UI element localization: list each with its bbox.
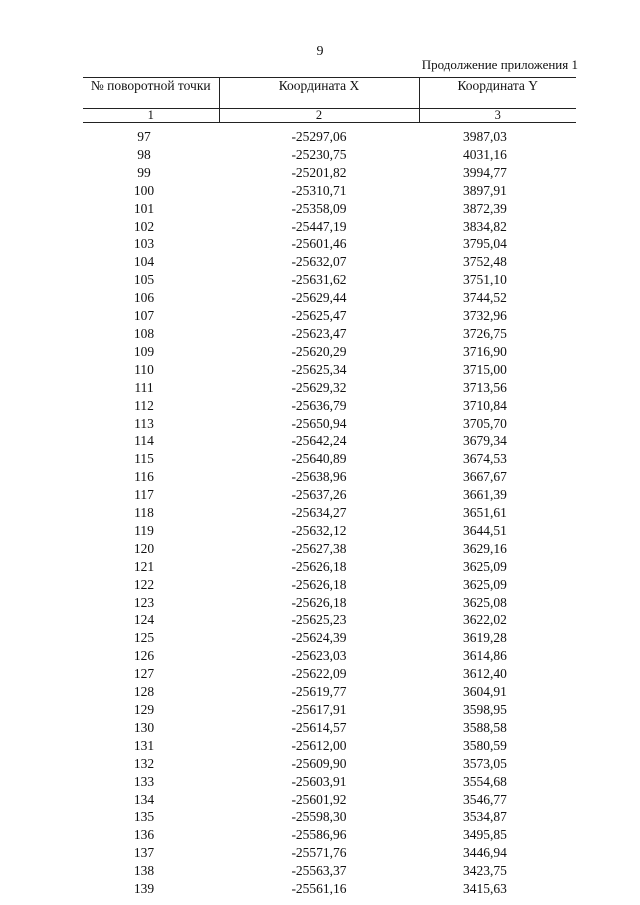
coordinate-x-cell: -25640,89 [291,451,347,467]
coordinate-y-cell: 3588,58 [463,719,507,735]
coordinate-y-cell: 3598,95 [463,702,507,717]
point-number-cell: 115 [134,451,154,467]
coordinate-x-cell: -25624,39 [291,630,347,646]
coordinate-x-cell: -25626,18 [291,576,347,592]
coordinate-y-cell: 3644,51 [463,522,507,538]
table-row [83,791,576,809]
table-row [83,647,576,665]
coordinate-x-cell: -25201,82 [291,164,347,180]
table-column-numbers-row [83,109,576,123]
table-row [83,235,576,253]
table-row [83,611,576,629]
point-number-cell: 112 [134,397,154,413]
point-number-cell: 100 [133,182,155,198]
coordinate-x-cell: -25625,23 [291,612,347,628]
coordinate-x-cell: -25603,91 [291,773,347,789]
point-number-cell: 123 [133,594,155,610]
table-row [83,397,576,415]
point-number-cell: 118 [134,505,154,521]
coordinate-x-cell: -25632,12 [291,522,347,538]
coordinate-x-cell: -25622,09 [291,666,347,682]
coordinate-x-cell: -25619,77 [291,684,347,700]
table-row [83,683,576,701]
coordinate-x-cell: -25642,24 [291,433,347,449]
coordinate-y-cell: 3834,82 [463,218,507,234]
table-row [83,164,576,182]
coordinate-x-cell: -25612,00 [291,737,347,753]
point-number-cell: 133 [133,773,155,789]
coordinate-x-cell: -25631,62 [291,272,347,288]
coordinate-y-cell: 3625,09 [463,558,507,574]
table-row [83,450,576,468]
table-row [83,540,576,558]
coordinate-x-cell: -25563,37 [291,863,347,879]
coordinate-y-cell: 3994,77 [463,164,507,180]
coordinate-y-cell: 3625,09 [463,576,507,592]
coordinate-y-cell: 3573,05 [463,755,507,771]
table-row [83,558,576,576]
point-number-cell: 119 [134,522,154,538]
coordinate-y-cell: 3619,28 [463,630,507,646]
header-point-number: № поворотной точки [83,78,219,109]
table-row [83,325,576,343]
table-row [83,826,576,844]
coordinate-y-cell: 3622,02 [463,612,507,628]
point-number-cell: 127 [133,666,155,682]
coordinate-y-cell: 3872,39 [463,200,507,216]
header-coordinate-x: Координата X [219,78,419,109]
coordinate-y-cell: 3415,63 [463,881,507,897]
table-row [83,182,576,200]
table-row [83,880,576,898]
coordinate-y-cell: 3554,68 [463,773,507,789]
coordinate-x-cell: -25586,96 [291,827,347,843]
appendix-continuation-note: Продолжение приложения 1 [421,57,578,72]
point-number-cell: 104 [133,254,155,270]
coordinate-y-cell: 3732,96 [463,308,507,324]
coordinate-x-cell: -25638,96 [291,469,347,485]
coordinate-y-cell: 3897,91 [463,182,507,198]
coordinate-x-cell: -25625,47 [291,308,347,324]
table-row [83,200,576,218]
point-number-cell: 110 [134,361,154,377]
table-row [83,415,576,433]
point-number-cell: 109 [133,343,155,359]
point-number-cell: 139 [133,881,155,897]
point-number-cell: 121 [133,558,155,574]
column-number-3: 3 [419,109,576,123]
table-row [83,665,576,683]
point-number-cell: 107 [133,308,155,324]
coordinate-x-cell: -25623,47 [291,325,347,341]
page-number: 9 [316,44,324,59]
table-row [83,755,576,773]
coordinate-y-cell: 3752,48 [463,254,507,270]
coordinate-x-cell: -25620,29 [291,343,347,359]
coordinate-x-cell: -25561,16 [291,881,347,897]
point-number-cell: 116 [134,469,154,485]
coordinate-y-cell: 3625,08 [463,594,507,610]
table-row [83,737,576,755]
point-number-cell: 114 [134,433,154,449]
table-row [83,307,576,325]
table-row [83,468,576,486]
coordinate-y-cell: 3679,34 [463,433,507,449]
coordinate-y-cell: 3713,56 [463,379,507,395]
point-number-cell: 130 [133,719,155,735]
header-coordinate-y: Координата Y [419,78,576,109]
table-row [83,773,576,791]
table-row [83,719,576,737]
coordinate-y-cell: 3612,40 [463,666,507,682]
coordinate-y-cell: 3710,84 [463,397,507,413]
coordinate-y-cell: 3423,75 [463,863,507,879]
coordinate-x-cell: -25310,71 [291,182,347,198]
coordinate-y-cell: 3446,94 [463,845,507,861]
coordinate-x-cell: -25625,34 [291,361,347,377]
coordinate-y-cell: 3546,77 [463,791,507,807]
table-row [83,379,576,397]
point-number-cell: 129 [133,702,155,717]
table-row [83,146,576,164]
point-number-cell: 98 [137,146,151,162]
column-number-2: 2 [219,109,419,123]
point-number-cell: 135 [133,809,155,825]
coordinate-y-cell: 3795,04 [463,236,507,252]
point-number-cell: 138 [133,863,155,879]
coordinate-x-cell: -25623,03 [291,648,347,664]
coordinate-x-cell: -25230,75 [291,146,347,162]
coordinate-x-cell: -25617,91 [291,702,347,717]
coordinate-x-cell: -25634,27 [291,505,347,521]
coordinate-y-cell: 3604,91 [463,684,507,700]
point-number-cell: 124 [133,612,155,628]
table-row [83,486,576,504]
point-number-cell: 134 [133,791,155,807]
point-number-cell: 97 [137,129,151,144]
coordinate-x-cell: -25627,38 [291,540,347,556]
coordinate-x-cell: -25601,92 [291,791,347,807]
point-number-cell: 117 [134,487,154,503]
coordinate-x-cell: -25650,94 [291,415,347,431]
table-row [83,701,576,719]
coordinate-y-cell: 3580,59 [463,737,507,753]
coordinate-y-cell: 3667,67 [463,469,507,485]
table-header-row [83,78,576,109]
coordinate-x-cell: -25601,46 [291,236,347,252]
coordinate-x-cell: -25636,79 [291,397,347,413]
table-row [83,343,576,361]
point-number-cell: 122 [133,576,155,592]
point-number-cell: 108 [133,325,155,341]
point-number-cell: 128 [133,684,155,700]
point-number-cell: 111 [134,379,154,395]
coordinate-x-cell: -25571,76 [291,845,347,861]
coordinate-y-cell: 3987,03 [463,129,507,144]
coordinate-x-cell: -25632,07 [291,254,347,270]
coordinate-x-cell: -25598,30 [291,809,347,825]
point-number-cell: 103 [133,236,155,252]
coordinate-y-cell: 3715,00 [463,361,507,377]
coordinate-x-cell: -25609,90 [291,755,347,771]
coordinate-y-cell: 3495,85 [463,827,507,843]
point-number-cell: 132 [133,755,155,771]
coordinate-y-cell: 3726,75 [463,325,507,341]
point-number-cell: 136 [133,827,155,843]
coordinate-y-cell: 3614,86 [463,648,507,664]
point-number-cell: 125 [133,630,155,646]
coordinate-y-cell: 4031,16 [463,146,507,162]
point-number-cell: 101 [133,200,155,216]
table-row [83,253,576,271]
table-row [83,522,576,540]
point-number-cell: 106 [133,290,155,306]
table-row [83,629,576,647]
point-number-cell: 99 [137,164,151,180]
coordinate-y-cell: 3751,10 [463,272,507,288]
coordinate-y-cell: 3674,53 [463,451,507,467]
table-body [83,123,576,898]
coordinate-x-cell: -25629,44 [291,290,347,306]
coordinates-table [83,77,576,898]
coordinate-x-cell: -25614,57 [291,719,347,735]
coordinate-x-cell: -25358,09 [291,200,347,216]
column-number-1: 1 [83,109,219,123]
table-row [83,361,576,379]
coordinate-x-cell: -25637,26 [291,487,347,503]
table-row [83,271,576,289]
coordinate-x-cell: -25297,06 [291,129,347,144]
coordinate-x-cell: -25626,18 [291,594,347,610]
point-number-cell: 137 [133,845,155,861]
table-row [83,218,576,236]
coordinate-y-cell: 3629,16 [463,540,507,556]
table-row [83,576,576,594]
table-row [83,594,576,612]
coordinate-y-cell: 3661,39 [463,487,507,503]
point-number-cell: 120 [133,540,155,556]
coordinate-x-cell: -25626,18 [291,558,347,574]
point-number-cell: 105 [133,272,155,288]
table-row [83,504,576,522]
point-number-cell: 113 [134,415,154,431]
coordinate-x-cell: -25447,19 [291,218,347,234]
coordinate-y-cell: 3705,70 [463,415,507,431]
point-number-cell: 102 [133,218,155,234]
coordinate-y-cell: 3744,52 [463,290,507,306]
table-row [83,289,576,307]
coordinate-y-cell: 3651,61 [463,505,507,521]
point-number-cell: 131 [133,737,155,753]
table-row [83,862,576,880]
table-row [83,808,576,826]
table-row [83,123,576,146]
table-row [83,432,576,450]
table-row [83,844,576,862]
coordinate-y-cell: 3716,90 [463,343,507,359]
coordinate-x-cell: -25629,32 [291,379,347,395]
point-number-cell: 126 [133,648,155,664]
coordinate-y-cell: 3534,87 [463,809,507,825]
